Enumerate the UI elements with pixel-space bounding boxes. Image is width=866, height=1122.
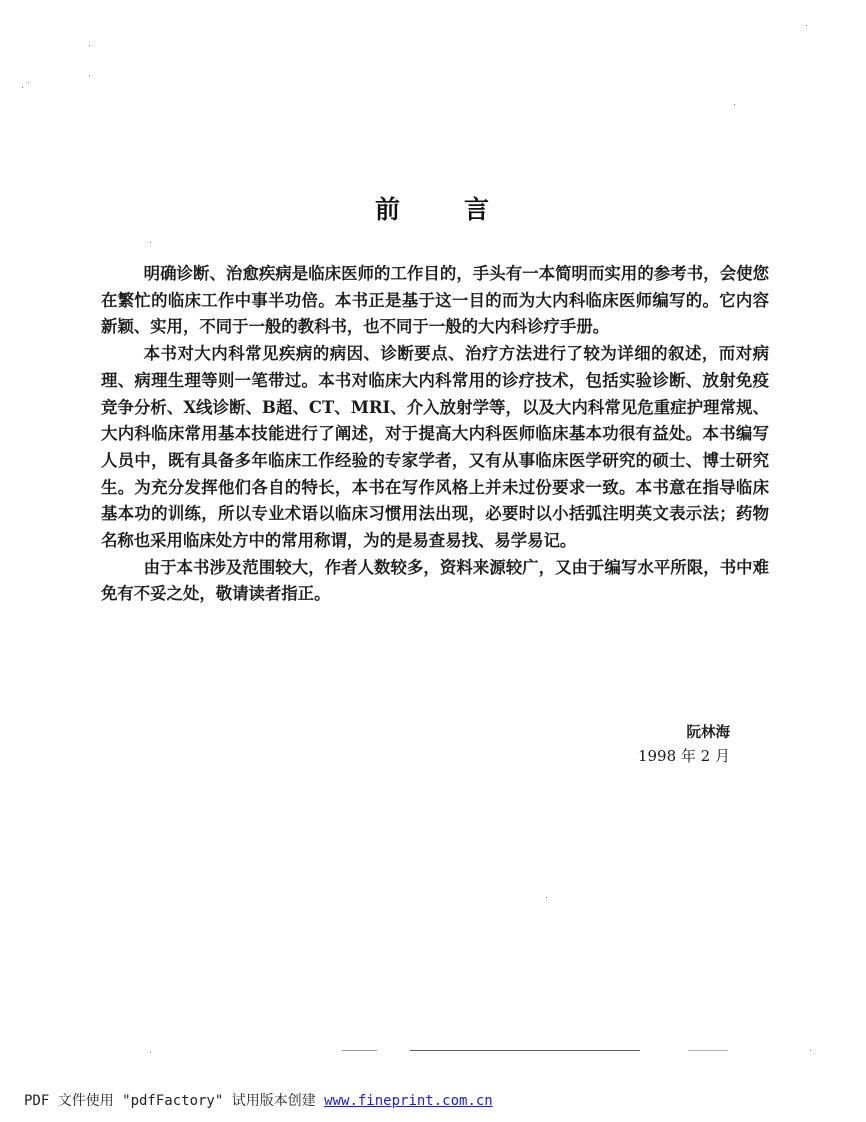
- scan-speck: [89, 75, 90, 76]
- footer-link[interactable]: www.fineprint.com.cn: [324, 1093, 493, 1109]
- scan-speck: [22, 87, 23, 88]
- author-signature: 阮林海: [686, 724, 730, 741]
- scan-speck: [546, 897, 547, 898]
- scan-line: [410, 1050, 640, 1051]
- scan-speck: [734, 104, 735, 105]
- scan-speck: [150, 1052, 151, 1053]
- signature-date: 1998 年 2 月: [637, 747, 730, 765]
- page-title: [0, 190, 866, 226]
- paragraph-1: 明确诊断、治愈疾病是临床医师的工作目的，手头有一本简明而实用的参考书，会使您在繁忙的临床工作中事半功倍。本书正是基于这一目的而为大内科临床医师编写的。它内容新颖、实用，不同于一般的教科书，也不同于一般的大内科诊疗手册。: [101, 264, 769, 337]
- preface-body: [101, 261, 769, 608]
- scan-speck: [806, 25, 807, 26]
- paragraph-3: 由于本书涉及范围较大，作者人数较多，资料来源较广，又由于编写水平所限，书中难免有不妥之处，敬请读者指正。: [101, 557, 769, 604]
- scan-line: [342, 1050, 377, 1051]
- title-char-1: 前: [374, 195, 402, 224]
- scan-line: [688, 1050, 728, 1051]
- scan-speck: [28, 82, 29, 83]
- footer-text: PDF 文件使用 "pdfFactory" 试用版本创建: [24, 1093, 325, 1109]
- title-char-2: 言: [464, 195, 492, 224]
- scan-speck: [810, 1050, 811, 1051]
- scan-speck: [150, 242, 151, 243]
- pdf-footer: [24, 1090, 493, 1110]
- scan-speck: [89, 45, 90, 46]
- paragraph-2: 本书对大内科常见疾病的病因、诊断要点、治疗方法进行了较为详细的叙述，而对病理、病理生理等则一笔带过。本书对临床大内科常用的诊疗技术，包括实验诊断、放射免疫竞争分析、X线诊断、B超、CT、MRI、介入放射学等，以及大内科常见危重症护理常规、大内科临床常用基本技能进行了阐述，对于提高大内科医师临床基本功很有益处。本书编写人员中，既有具备多年临床工作经验的专家学者，又有从事临床医学研究的硕士、博士研究生。为充分发挥他们各自的特长，本书在写作风格上并未过份要求一致。本书意在指导临床基本功的训练，所以专业术语以临床习惯用法出现，必要时以小括弧注明英文表示法；药物名称也采用临床处方中的常用称谓，为的是易查易找、易学易记。: [101, 344, 769, 551]
